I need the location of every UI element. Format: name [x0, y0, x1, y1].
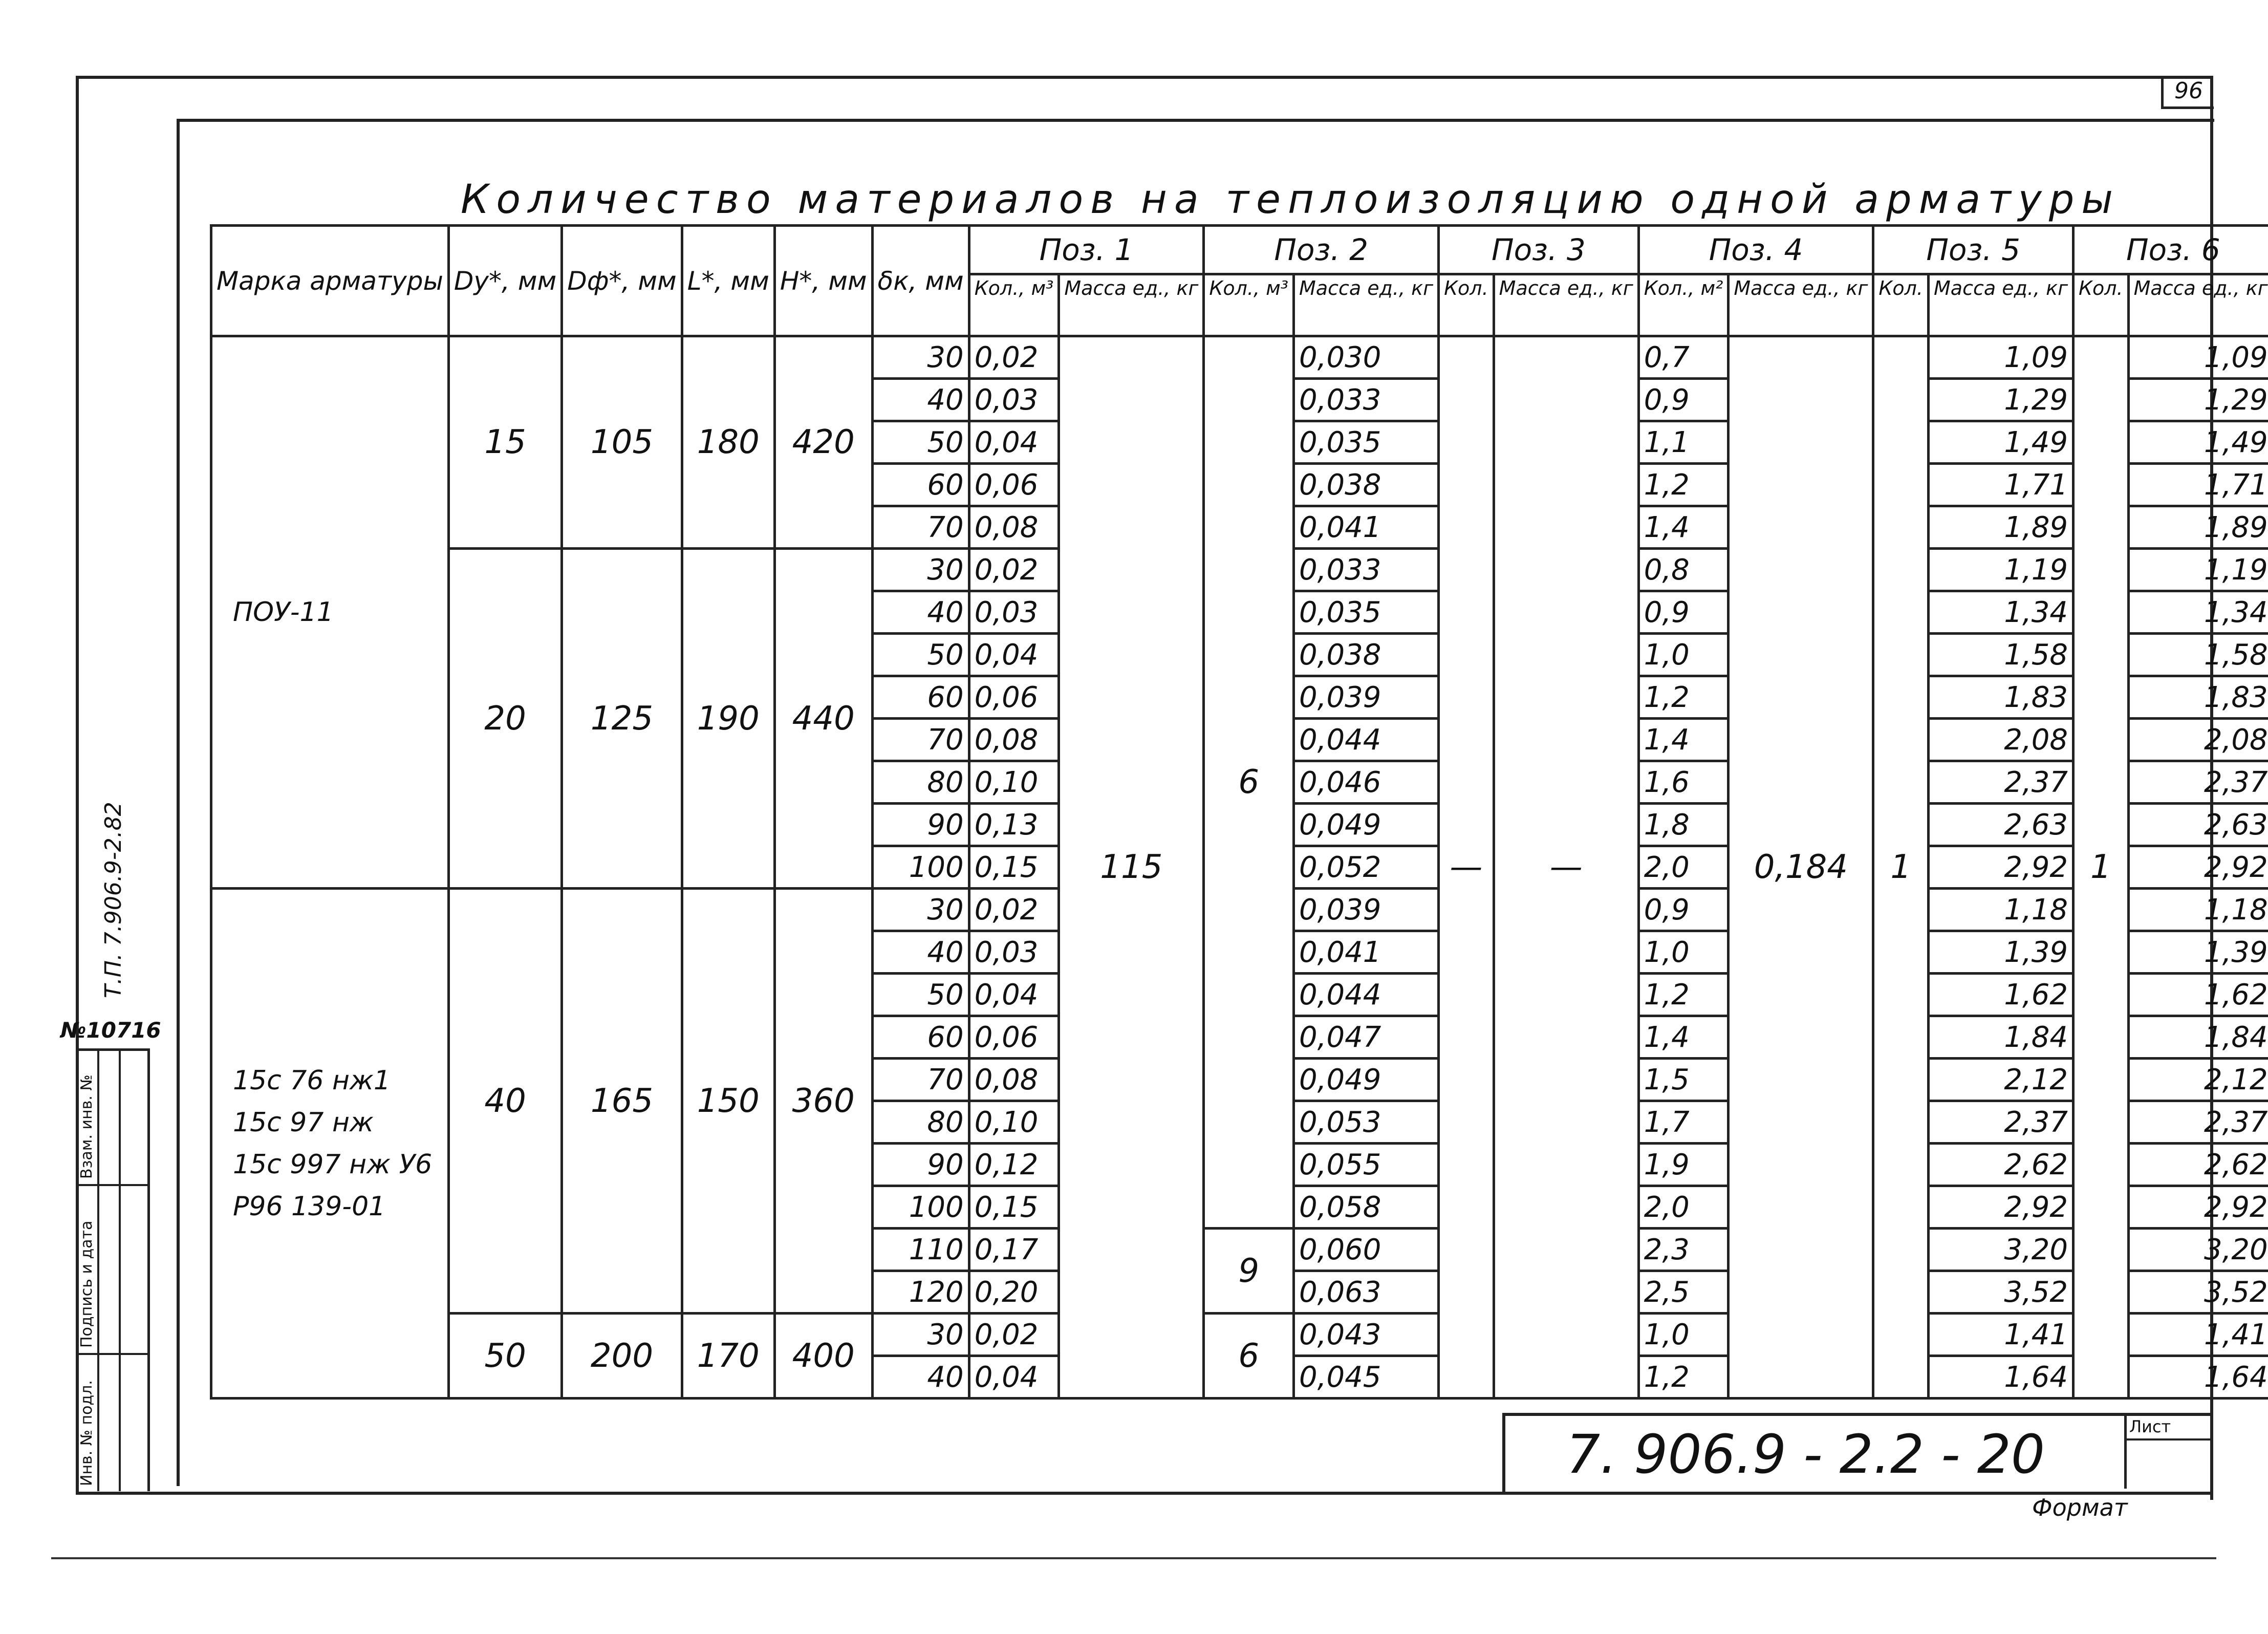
poz1-kol-cell: 0,04: [969, 1356, 1059, 1399]
poz2-massa-cell: 0,045: [1294, 1356, 1439, 1399]
poz1-kol-cell: 0,03: [969, 591, 1059, 634]
poz3-massa-cell: —: [1494, 336, 1638, 1399]
poz5-massa-cell: 1,19: [1929, 549, 2073, 591]
marka-cell: ПОУ-11: [211, 336, 449, 889]
dy-cell: 50: [448, 1314, 561, 1399]
poz2-massa-cell: 0,044: [1294, 719, 1439, 761]
poz2-massa-cell: 0,049: [1294, 1059, 1439, 1101]
poz5-massa-cell: 1,83: [1929, 676, 2073, 719]
poz1-kol-cell: 0,04: [969, 634, 1059, 676]
col-poz6: Поз. 6: [2073, 226, 2268, 274]
poz4-kol-cell: 1,4: [1638, 506, 1729, 549]
col-l: L*, мм: [682, 226, 774, 336]
poz5-kol-cell: 1: [1873, 336, 1929, 1399]
poz6-massa-cell: 1,29: [2128, 379, 2268, 421]
sub-massa-4: Масса ед., кг: [1729, 274, 1873, 336]
poz1-kol-cell: 0,03: [969, 379, 1059, 421]
poz6-massa-cell: 1,09: [2128, 336, 2268, 379]
poz4-kol-cell: 1,7: [1638, 1101, 1729, 1144]
poz4-kol-cell: 0,9: [1638, 889, 1729, 931]
sub-massa-5: Масса ед., кг: [1929, 274, 2073, 336]
dk-cell: 90: [872, 1144, 969, 1186]
dk-cell: 70: [872, 719, 969, 761]
poz5-massa-cell: 2,37: [1929, 1101, 2073, 1144]
poz5-massa-cell: 1,09: [1929, 336, 2073, 379]
poz6-massa-cell: 1,71: [2128, 464, 2268, 506]
poz5-massa-cell: 2,63: [1929, 804, 2073, 846]
h-cell: 360: [774, 889, 872, 1314]
col-h: H*, мм: [774, 226, 872, 336]
poz4-kol-cell: 1,2: [1638, 464, 1729, 506]
sub-massa-6: Масса ед., кг: [2128, 274, 2268, 336]
poz5-massa-cell: 1,62: [1929, 974, 2073, 1016]
sheet-number: 96: [2161, 76, 2214, 109]
poz6-massa-cell: 1,49: [2128, 421, 2268, 464]
col-df: Dф*, мм: [562, 226, 682, 336]
poz2-massa-cell: 0,043: [1294, 1314, 1439, 1356]
table-row: [211, 336, 2268, 379]
sub-massa-3: Масса ед., кг: [1494, 274, 1638, 336]
poz4-kol-cell: 1,2: [1638, 1356, 1729, 1399]
poz5-massa-cell: 1,84: [1929, 1016, 2073, 1059]
stamp-inv-podl: Инв. № подл.: [78, 1380, 96, 1486]
col-dy: Dу*, мм: [448, 226, 561, 336]
poz6-massa-cell: 2,92: [2128, 1186, 2268, 1229]
stamp-podpis: Подпись и дата: [78, 1220, 96, 1348]
poz4-kol-cell: 1,0: [1638, 1314, 1729, 1356]
dk-cell: 60: [872, 1016, 969, 1059]
poz6-massa-cell: 3,20: [2128, 1229, 2268, 1271]
sub-kol-6: Кол.: [2073, 274, 2129, 336]
stamp-col-2: [97, 1051, 121, 1491]
marka-cell: 15с 76 нж1 15с 97 нж 15с 997 нж У6 Р96 139-01: [211, 889, 449, 1399]
poz4-kol-cell: 2,0: [1638, 1186, 1729, 1229]
dk-cell: 30: [872, 336, 969, 379]
dk-cell: 40: [872, 931, 969, 974]
poz4-kol-cell: 2,0: [1638, 846, 1729, 889]
format-label: Формат: [2032, 1494, 2128, 1521]
poz2-massa-cell: 0,047: [1294, 1016, 1439, 1059]
poz6-massa-cell: 2,92: [2128, 846, 2268, 889]
sub-kol-5: Кол.: [1873, 274, 1929, 336]
poz2-massa-cell: 0,035: [1294, 421, 1439, 464]
poz5-massa-cell: 2,08: [1929, 719, 2073, 761]
dk-cell: 30: [872, 1314, 969, 1356]
poz1-kol-cell: 0,20: [969, 1271, 1059, 1314]
poz6-massa-cell: 1,83: [2128, 676, 2268, 719]
df-cell: 165: [562, 889, 682, 1314]
poz2-massa-cell: 0,052: [1294, 846, 1439, 889]
poz1-kol-cell: 0,10: [969, 761, 1059, 804]
poz2-massa-cell: 0,063: [1294, 1271, 1439, 1314]
poz5-massa-cell: 1,39: [1929, 931, 2073, 974]
col-marka: Марка арматуры: [211, 226, 449, 336]
dk-cell: 120: [872, 1271, 969, 1314]
l-cell: 180: [682, 336, 774, 549]
col-poz2: Поз. 2: [1204, 226, 1439, 274]
dk-cell: 40: [872, 591, 969, 634]
dk-cell: 60: [872, 676, 969, 719]
poz1-kol-cell: 0,08: [969, 719, 1059, 761]
poz6-massa-cell: 1,19: [2128, 549, 2268, 591]
poz2-massa-cell: 0,041: [1294, 931, 1439, 974]
poz2-kol-cell: 9: [1204, 1229, 1294, 1314]
poz5-massa-cell: 2,12: [1929, 1059, 2073, 1101]
sub-massa-2: Масса ед., кг: [1294, 274, 1439, 336]
poz6-massa-cell: 2,37: [2128, 761, 2268, 804]
dk-cell: 80: [872, 761, 969, 804]
poz6-massa-cell: 1,84: [2128, 1016, 2268, 1059]
poz1-kol-cell: 0,13: [969, 804, 1059, 846]
poz2-massa-cell: 0,058: [1294, 1186, 1439, 1229]
dy-cell: 40: [448, 889, 561, 1314]
poz5-massa-cell: 3,20: [1929, 1229, 2073, 1271]
sub-kol-m3-1: Кол., м³: [969, 274, 1059, 336]
df-cell: 200: [562, 1314, 682, 1399]
col-poz4: Поз. 4: [1638, 226, 1873, 274]
poz1-kol-cell: 0,03: [969, 931, 1059, 974]
poz5-massa-cell: 1,89: [1929, 506, 2073, 549]
dk-cell: 50: [872, 634, 969, 676]
poz1-kol-cell: 0,02: [969, 889, 1059, 931]
poz1-kol-cell: 0,08: [969, 1059, 1059, 1101]
dk-cell: 70: [872, 506, 969, 549]
poz1-kol-cell: 0,04: [969, 421, 1059, 464]
dk-cell: 100: [872, 1186, 969, 1229]
poz4-kol-cell: 0,9: [1638, 379, 1729, 421]
h-cell: 440: [774, 549, 872, 889]
poz1-kol-cell: 0,17: [969, 1229, 1059, 1271]
dk-cell: 60: [872, 464, 969, 506]
sub-kol-3: Кол.: [1439, 274, 1494, 336]
df-cell: 105: [562, 336, 682, 549]
doc-ref-vertical: Т.П. 7.906.9-2.82: [100, 802, 126, 998]
stamp-row-2: [76, 1353, 147, 1355]
l-cell: 170: [682, 1314, 774, 1399]
poz2-massa-cell: 0,060: [1294, 1229, 1439, 1271]
dk-cell: 70: [872, 1059, 969, 1101]
poz4-kol-cell: 1,6: [1638, 761, 1729, 804]
sub-kol-m3-2: Кол., м³: [1204, 274, 1294, 336]
dk-cell: 30: [872, 889, 969, 931]
poz2-massa-cell: 0,033: [1294, 549, 1439, 591]
dy-cell: 20: [448, 549, 561, 889]
poz1-kol-cell: 0,02: [969, 549, 1059, 591]
poz4-kol-cell: 0,8: [1638, 549, 1729, 591]
poz2-massa-cell: 0,041: [1294, 506, 1439, 549]
l-cell: 150: [682, 889, 774, 1314]
left-stamp: [76, 1048, 150, 1491]
poz2-massa-cell: 0,039: [1294, 889, 1439, 931]
poz5-massa-cell: 1,71: [1929, 464, 2073, 506]
poz6-massa-cell: 2,62: [2128, 1144, 2268, 1186]
poz6-massa-cell: 2,08: [2128, 719, 2268, 761]
poz4-kol-cell: 1,2: [1638, 676, 1729, 719]
dk-cell: 90: [872, 804, 969, 846]
poz5-massa-cell: 1,58: [1929, 634, 2073, 676]
poz4-kol-cell: 2,5: [1638, 1271, 1729, 1314]
stamp-row-1: [76, 1184, 147, 1186]
poz2-massa-cell: 0,035: [1294, 591, 1439, 634]
poz5-massa-cell: 1,29: [1929, 379, 2073, 421]
poz6-massa-cell: 1,39: [2128, 931, 2268, 974]
poz5-massa-cell: 2,92: [1929, 1186, 2073, 1229]
bottom-trim-line: [51, 1557, 2216, 1559]
poz5-massa-cell: 3,52: [1929, 1271, 2073, 1314]
col-poz1: Поз. 1: [969, 226, 1204, 274]
poz4-kol-cell: 1,8: [1638, 804, 1729, 846]
poz6-massa-cell: 3,52: [2128, 1271, 2268, 1314]
dk-cell: 50: [872, 974, 969, 1016]
poz5-massa-cell: 2,62: [1929, 1144, 2073, 1186]
poz6-kol-cell: 1: [2073, 336, 2129, 1399]
poz5-massa-cell: 2,37: [1929, 761, 2073, 804]
poz1-kol-cell: 0,10: [969, 1101, 1059, 1144]
poz5-massa-cell: 1,41: [1929, 1314, 2073, 1356]
col-poz5: Поз. 5: [1873, 226, 2073, 274]
table-row: [211, 1314, 2268, 1356]
materials-table: [210, 224, 2268, 1400]
inventory-number: №10716: [60, 1018, 161, 1043]
dk-cell: 40: [872, 379, 969, 421]
l-cell: 190: [682, 549, 774, 889]
dk-cell: 40: [872, 1356, 969, 1399]
col-poz3: Поз. 3: [1439, 226, 1639, 274]
poz2-massa-cell: 0,044: [1294, 974, 1439, 1016]
poz1-kol-cell: 0,06: [969, 676, 1059, 719]
sub-kol-m2-4: Кол., м²: [1638, 274, 1729, 336]
poz1-kol-cell: 0,15: [969, 1186, 1059, 1229]
poz4-massa-cell: 0,184: [1729, 336, 1873, 1399]
poz4-kol-cell: 2,3: [1638, 1229, 1729, 1271]
poz1-kol-cell: 0,12: [969, 1144, 1059, 1186]
poz6-massa-cell: 1,58: [2128, 634, 2268, 676]
col-dk: δк, мм: [872, 226, 969, 336]
poz6-massa-cell: 1,34: [2128, 591, 2268, 634]
table-title: Количество материалов на теплоизоляцию одной арматуры: [461, 177, 2120, 223]
poz5-massa-cell: 2,92: [1929, 846, 2073, 889]
dk-cell: 80: [872, 1101, 969, 1144]
sub-massa-1: Масса ед., кг: [1059, 274, 1204, 336]
poz1-kol-cell: 0,04: [969, 974, 1059, 1016]
df-cell: 125: [562, 549, 682, 889]
poz6-massa-cell: 1,62: [2128, 974, 2268, 1016]
poz4-kol-cell: 1,4: [1638, 719, 1729, 761]
poz1-kol-cell: 0,08: [969, 506, 1059, 549]
dk-cell: 50: [872, 421, 969, 464]
poz3-kol-cell: —: [1439, 336, 1494, 1399]
dk-cell: 110: [872, 1229, 969, 1271]
poz4-kol-cell: 1,0: [1638, 634, 1729, 676]
poz6-massa-cell: 1,18: [2128, 889, 2268, 931]
h-cell: 400: [774, 1314, 872, 1399]
poz4-kol-cell: 1,5: [1638, 1059, 1729, 1101]
document-code: 7. 906.9 - 2.2 - 20: [1566, 1423, 2045, 1486]
poz4-kol-cell: 0,9: [1638, 591, 1729, 634]
poz2-kol-cell: 6: [1204, 1314, 1294, 1399]
poz4-kol-cell: 1,4: [1638, 1016, 1729, 1059]
poz4-kol-cell: 1,0: [1638, 931, 1729, 974]
poz1-kol-cell: 0,02: [969, 336, 1059, 379]
poz2-massa-cell: 0,055: [1294, 1144, 1439, 1186]
poz1-kol-cell: 0,06: [969, 464, 1059, 506]
stamp-vzam: Взам. инв. №: [78, 1074, 96, 1179]
h-cell: 420: [774, 336, 872, 549]
poz5-massa-cell: 1,64: [1929, 1356, 2073, 1399]
poz2-massa-cell: 0,053: [1294, 1101, 1439, 1144]
poz4-kol-cell: 1,1: [1638, 421, 1729, 464]
poz2-kol-cell: 6: [1204, 336, 1294, 1229]
poz4-kol-cell: 1,9: [1638, 1144, 1729, 1186]
poz1-kol-cell: 0,06: [969, 1016, 1059, 1059]
poz2-massa-cell: 0,049: [1294, 804, 1439, 846]
poz5-massa-cell: 1,49: [1929, 421, 2073, 464]
sheet-label: Лист: [2129, 1417, 2171, 1436]
poz6-massa-cell: 2,37: [2128, 1101, 2268, 1144]
dy-cell: 15: [448, 336, 561, 549]
poz4-kol-cell: 1,2: [1638, 974, 1729, 1016]
poz2-massa-cell: 0,038: [1294, 634, 1439, 676]
dk-cell: 30: [872, 549, 969, 591]
poz2-massa-cell: 0,030: [1294, 336, 1439, 379]
poz4-kol-cell: 0,7: [1638, 336, 1729, 379]
poz1-massa-cell: 115: [1059, 336, 1204, 1399]
poz2-massa-cell: 0,046: [1294, 761, 1439, 804]
poz6-massa-cell: 1,64: [2128, 1356, 2268, 1399]
poz1-kol-cell: 0,02: [969, 1314, 1059, 1356]
poz2-massa-cell: 0,038: [1294, 464, 1439, 506]
poz2-massa-cell: 0,033: [1294, 379, 1439, 421]
poz6-massa-cell: 1,41: [2128, 1314, 2268, 1356]
poz5-massa-cell: 1,18: [1929, 889, 2073, 931]
poz1-kol-cell: 0,15: [969, 846, 1059, 889]
poz2-massa-cell: 0,039: [1294, 676, 1439, 719]
poz6-massa-cell: 2,12: [2128, 1059, 2268, 1101]
poz6-massa-cell: 2,63: [2128, 804, 2268, 846]
poz5-massa-cell: 1,34: [1929, 591, 2073, 634]
sheet-box-divider: [2124, 1438, 2210, 1440]
dk-cell: 100: [872, 846, 969, 889]
poz6-massa-cell: 1,89: [2128, 506, 2268, 549]
